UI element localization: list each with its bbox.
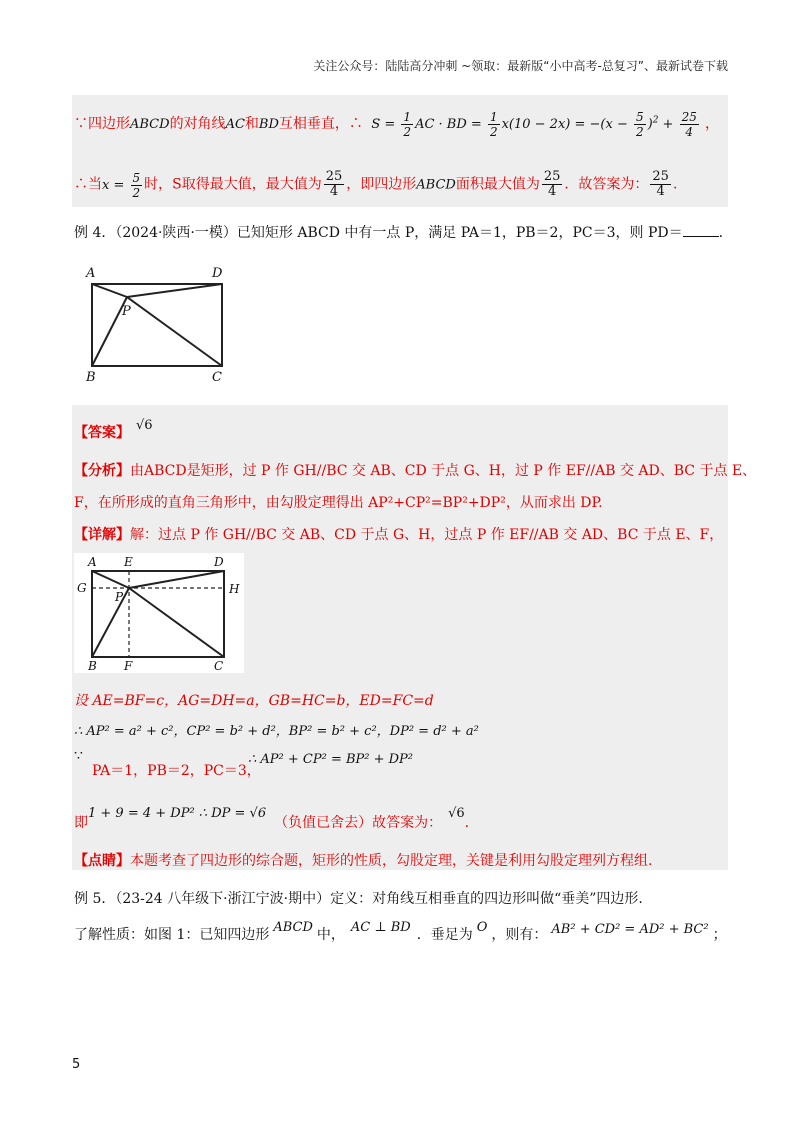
step-3: ∵ bbox=[74, 748, 83, 764]
page-number: 5 bbox=[72, 1057, 81, 1072]
label-E: E bbox=[124, 555, 133, 569]
example-5-definition: 例 5．（23-24 八年级下·浙江宁波·期中）定义：对角线互相垂直的四边形叫做“垂美”四边形. bbox=[74, 891, 643, 907]
rectangle-figure-2 bbox=[74, 553, 244, 673]
label-A: A bbox=[88, 555, 97, 569]
label-B: B bbox=[88, 659, 97, 673]
label-D: D bbox=[212, 266, 223, 281]
solution-line-1: ∵四边形ABCD的对角线AC和BD互相垂直，∴ S = $\frac{1}{2}$ AC · BD = $\frac{1}{2}$ x(10 − 2x) = −(x − $\frac{5}{2}$ )$^2$ + $\frac{25}{4}$ ， bbox=[74, 110, 720, 139]
example-5-property: 了解性质：如图 1：已知四边形 ABCD 中， AC ⊥ BD ．垂足为 O ，则有： AB² + CD² = AD² + BC² ； bbox=[74, 920, 727, 943]
step-3-values: PA＝1，PB＝2，PC＝3， bbox=[92, 763, 261, 779]
analysis-line-2: F，在所形成的直角三角形中，由勾股定理得出 AP²+CP²=BP²+DP²，从而求出 DP. bbox=[74, 495, 603, 511]
answer-line: 【答案】 √6 bbox=[74, 418, 153, 441]
rectangle-figure-1 bbox=[82, 262, 232, 384]
comment-line: 【点睛】本题考查了四边形的综合题，矩形的性质，勾股定理，关键是利用勾股定理列方程组. bbox=[74, 853, 653, 869]
detail-line-1: 【详解】解：过点 P 作 GH//BC 交 AB、CD 于点 G、H，过点 P 作 EF//AB 交 AD、BC 于点 E、F， bbox=[74, 527, 724, 543]
step-2: ∴ AP² = a² + c²，CP² = b² + d²，BP² = b² + c²，DP² = d² + a² bbox=[74, 724, 479, 739]
step-1: 设 AE=BF=c，AG=DH=a，GB=HC=b，ED=FC=d bbox=[74, 693, 434, 709]
label-C: C bbox=[214, 659, 224, 673]
answer-blank bbox=[683, 236, 719, 237]
step-3-conclusion: ∴ AP² + CP² = BP² + DP² bbox=[248, 752, 414, 767]
label-G: G bbox=[77, 581, 87, 595]
example-4-question: 例 4．（2024·陕西·一模）已知矩形 ABCD 中有一点 P，满足 PA＝1，PB＝2，PC＝3，则 PD＝ . bbox=[74, 225, 724, 241]
label-C: C bbox=[212, 370, 222, 384]
label-D: D bbox=[214, 555, 224, 569]
label-H: H bbox=[229, 582, 240, 596]
analysis-line-1: 【分析】由ABCD是矩形，过 P 作 GH//BC 交 AB、CD 于点 G、H，过 P 作 EF//AB 交 AD、BC 于点 E、 bbox=[74, 463, 757, 479]
label-F: F bbox=[124, 659, 133, 673]
label-P: P bbox=[115, 590, 124, 604]
step-4: 即1 + 9 = 4 + DP² ∴ DP = √6（负值已舍去）故答案为：√6. bbox=[74, 806, 470, 831]
area-formula: S = $\frac{1}{2}$ AC · BD = $\frac{1}{2}$ x(10 − 2x) = −(x − $\frac{5}{2}$ )$^2$ + $\frac{25}{4}$ bbox=[371, 110, 697, 139]
solution-line-2: ∴当x = $\frac{5}{2}$ 时，S取得最大值，最大值为 $\frac{25}{4}$ ，即四边形ABCD面积最大值为 $\frac{25}{4}$ ．故答案为： $\frac{25}{4}$ . bbox=[74, 169, 678, 200]
label-P: P bbox=[122, 304, 131, 319]
label-B: B bbox=[86, 370, 96, 384]
label-A: A bbox=[86, 266, 96, 281]
page-header: 关注公众号：陆陆高分冲刺 ~领取：最新版“小中高考-总复习”、最新试卷下载 bbox=[313, 59, 728, 73]
